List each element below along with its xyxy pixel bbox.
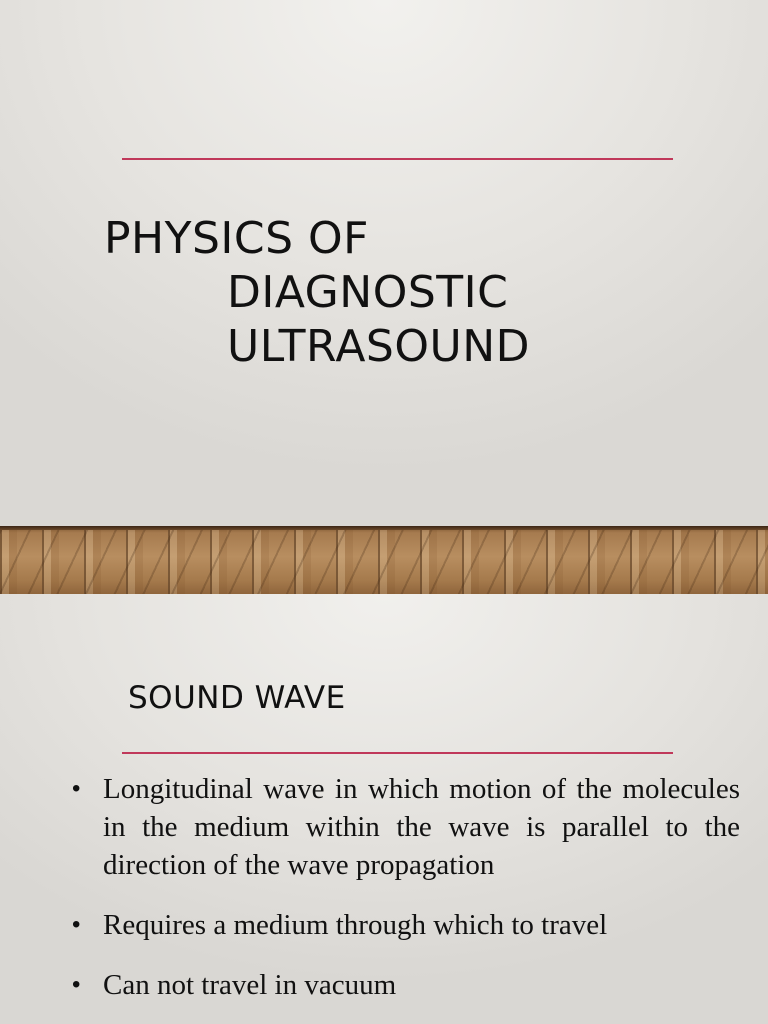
bullet-icon: • <box>72 911 81 938</box>
title-line-3: ULTRASOUND <box>227 321 530 372</box>
title-line-1: PHYSICS OF <box>104 213 369 264</box>
heading-accent-rule <box>122 752 673 754</box>
slide-heading: SOUND WAVE <box>128 680 346 716</box>
bullet-list <box>70 770 740 1024</box>
list-item <box>70 966 740 1004</box>
title-line-2: DIAGNOSTIC <box>227 267 509 318</box>
bullet-icon: • <box>72 775 81 802</box>
list-item <box>70 770 740 884</box>
bullet-icon: • <box>72 971 81 998</box>
wood-floor-decoration <box>0 526 768 594</box>
slide-title <box>104 212 530 374</box>
content-slide <box>0 594 768 1024</box>
title-accent-rule <box>122 158 673 160</box>
bullet-text: Can not travel in vacuum <box>103 969 397 1001</box>
bullet-text: Requires a medium through which to travel <box>103 909 608 941</box>
floor-planks <box>0 530 768 594</box>
bullet-text: Longitudinal wave in which motion of the molecules in the medium within the wave is parallel to the direction of the wave propagation <box>103 773 740 881</box>
list-item <box>70 906 740 944</box>
